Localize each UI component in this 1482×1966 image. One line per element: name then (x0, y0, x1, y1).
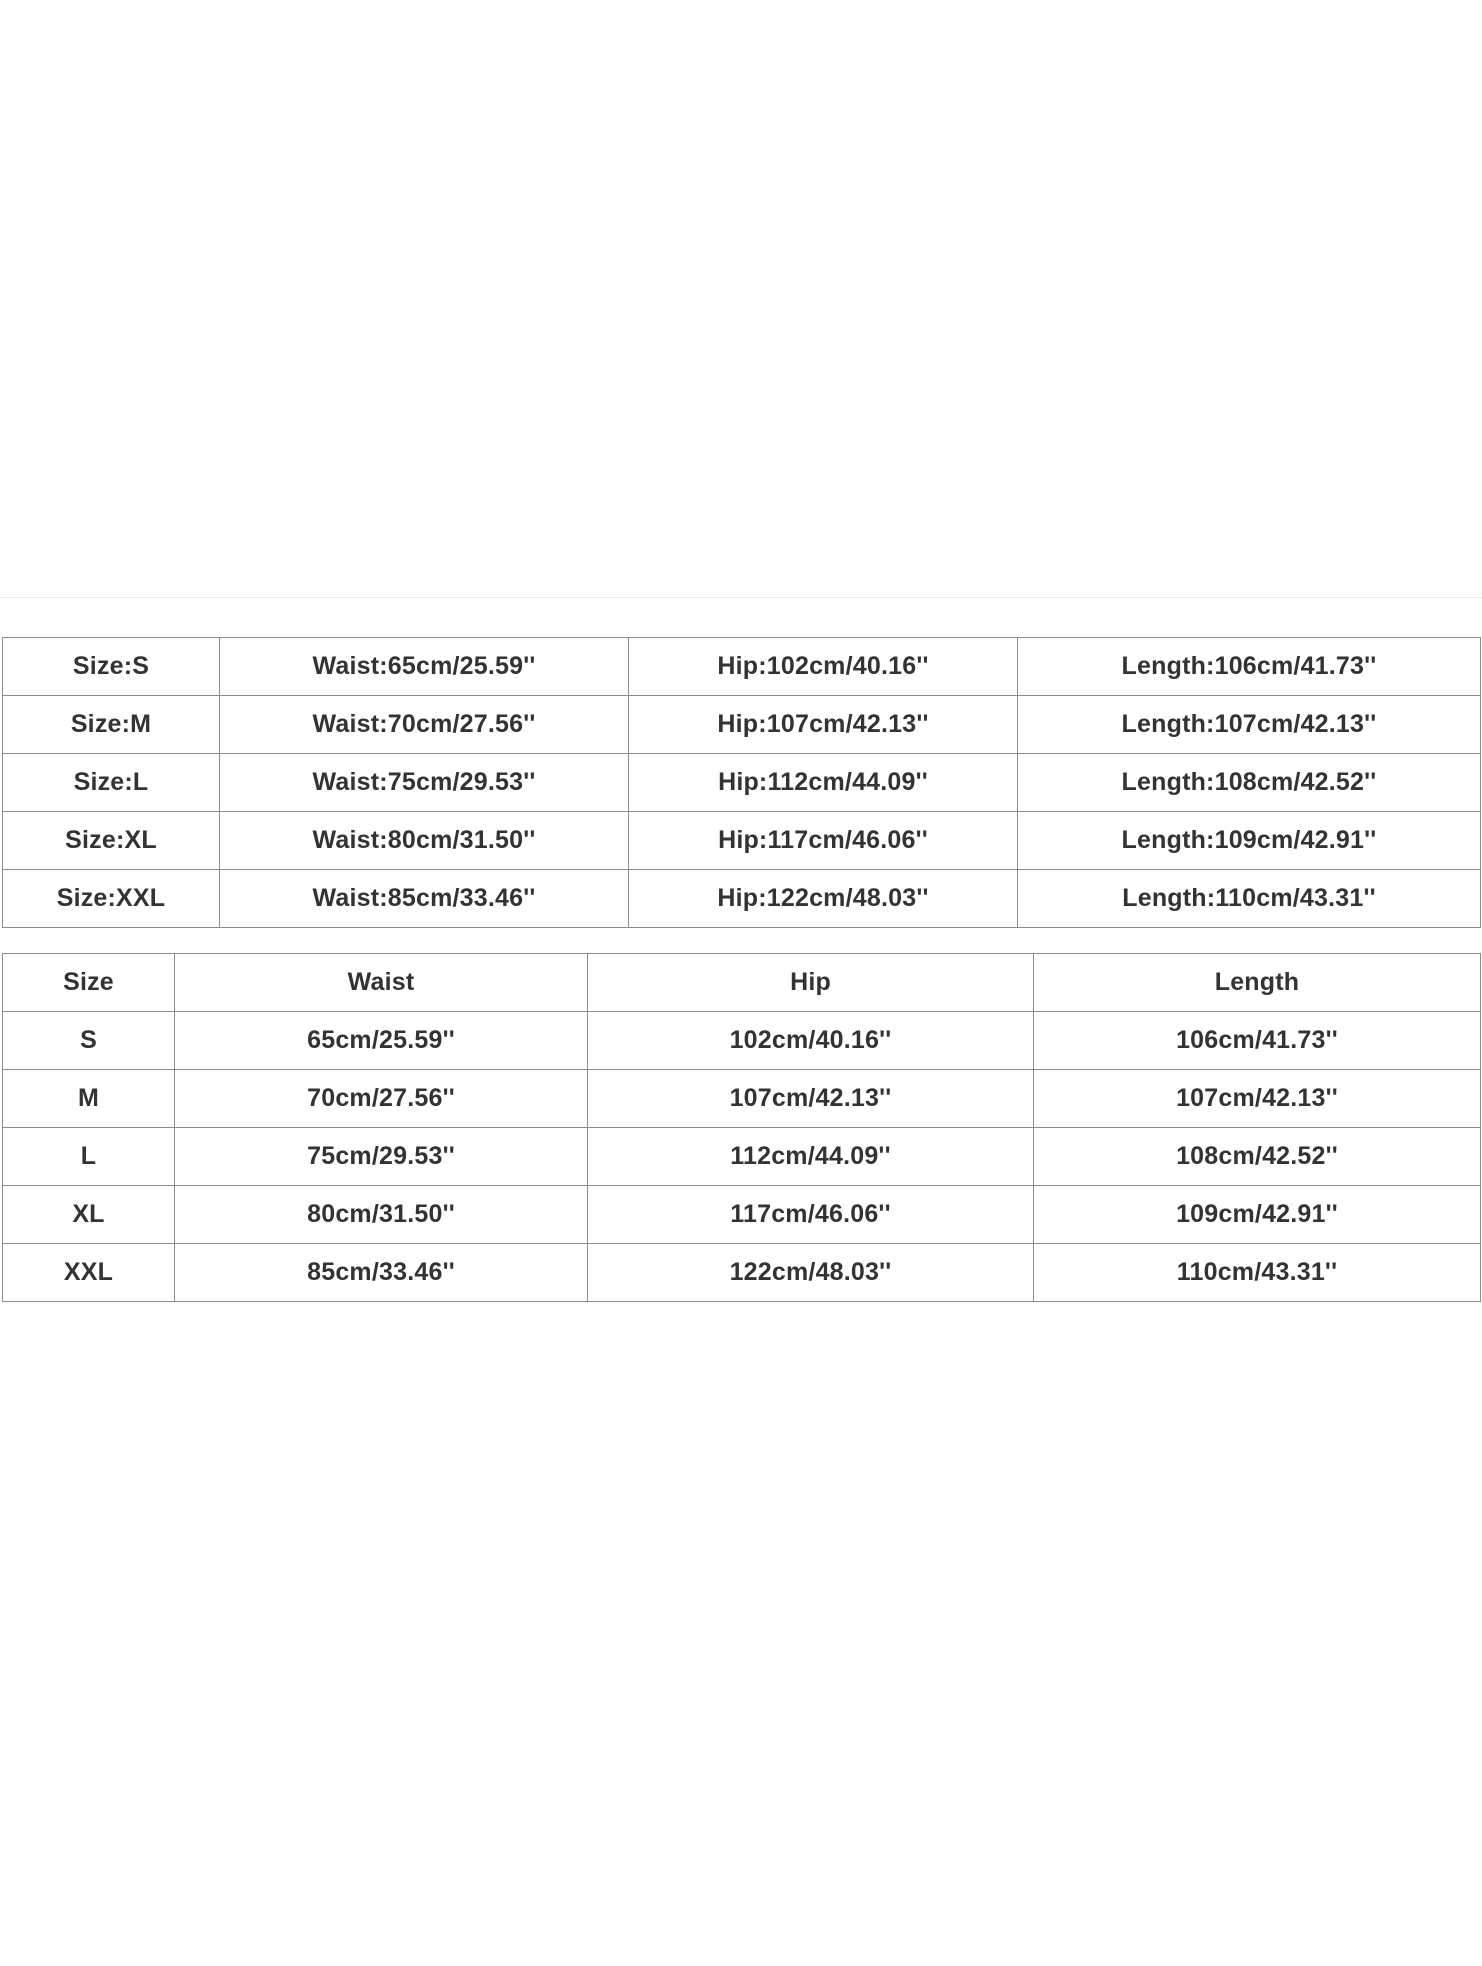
hip-cell: 107cm/42.13'' (588, 1070, 1034, 1128)
waist-cell: 65cm/25.59'' (175, 1012, 588, 1070)
waist-cell: 70cm/27.56'' (175, 1070, 588, 1128)
column-header-size: Size (3, 954, 175, 1012)
size-cell: L (3, 1128, 175, 1186)
length-cell: Length:107cm/42.13'' (1018, 696, 1481, 754)
hip-cell: Hip:117cm/46.06'' (629, 812, 1018, 870)
size-chart-table (2, 953, 1481, 1302)
length-cell: Length:110cm/43.31'' (1018, 870, 1481, 928)
waist-cell: Waist:75cm/29.53'' (220, 754, 629, 812)
length-cell: Length:106cm/41.73'' (1018, 638, 1481, 696)
length-cell: 107cm/42.13'' (1034, 1070, 1481, 1128)
table-header-row (3, 954, 1481, 1012)
size-cell: S (3, 1012, 175, 1070)
divider-line (0, 597, 1482, 598)
hip-cell: 112cm/44.09'' (588, 1128, 1034, 1186)
size-cell: Size:M (3, 696, 220, 754)
table-row (3, 1128, 1481, 1186)
table-row (3, 638, 1481, 696)
hip-cell: Hip:122cm/48.03'' (629, 870, 1018, 928)
size-chart-labeled-table (2, 637, 1481, 928)
table-row (3, 1070, 1481, 1128)
table-row (3, 1244, 1481, 1302)
table-row (3, 1012, 1481, 1070)
waist-cell: 75cm/29.53'' (175, 1128, 588, 1186)
column-header-length: Length (1034, 954, 1481, 1012)
length-cell: 110cm/43.31'' (1034, 1244, 1481, 1302)
waist-cell: Waist:70cm/27.56'' (220, 696, 629, 754)
table-row (3, 812, 1481, 870)
table-row (3, 870, 1481, 928)
waist-cell: 85cm/33.46'' (175, 1244, 588, 1302)
hip-cell: Hip:107cm/42.13'' (629, 696, 1018, 754)
hip-cell: Hip:112cm/44.09'' (629, 754, 1018, 812)
table-row (3, 696, 1481, 754)
hip-cell: 117cm/46.06'' (588, 1186, 1034, 1244)
length-cell: Length:108cm/42.52'' (1018, 754, 1481, 812)
length-cell: Length:109cm/42.91'' (1018, 812, 1481, 870)
table-row (3, 1186, 1481, 1244)
waist-cell: Waist:85cm/33.46'' (220, 870, 629, 928)
size-cell: M (3, 1070, 175, 1128)
hip-cell: 122cm/48.03'' (588, 1244, 1034, 1302)
size-cell: Size:L (3, 754, 220, 812)
size-cell: XXL (3, 1244, 175, 1302)
hip-cell: Hip:102cm/40.16'' (629, 638, 1018, 696)
length-cell: 109cm/42.91'' (1034, 1186, 1481, 1244)
size-cell: Size:XL (3, 812, 220, 870)
size-cell: Size:S (3, 638, 220, 696)
hip-cell: 102cm/40.16'' (588, 1012, 1034, 1070)
length-cell: 108cm/42.52'' (1034, 1128, 1481, 1186)
waist-cell: Waist:80cm/31.50'' (220, 812, 629, 870)
size-cell: Size:XXL (3, 870, 220, 928)
size-cell: XL (3, 1186, 175, 1244)
waist-cell: Waist:65cm/25.59'' (220, 638, 629, 696)
length-cell: 106cm/41.73'' (1034, 1012, 1481, 1070)
waist-cell: 80cm/31.50'' (175, 1186, 588, 1244)
table-row (3, 754, 1481, 812)
column-header-waist: Waist (175, 954, 588, 1012)
column-header-hip: Hip (588, 954, 1034, 1012)
